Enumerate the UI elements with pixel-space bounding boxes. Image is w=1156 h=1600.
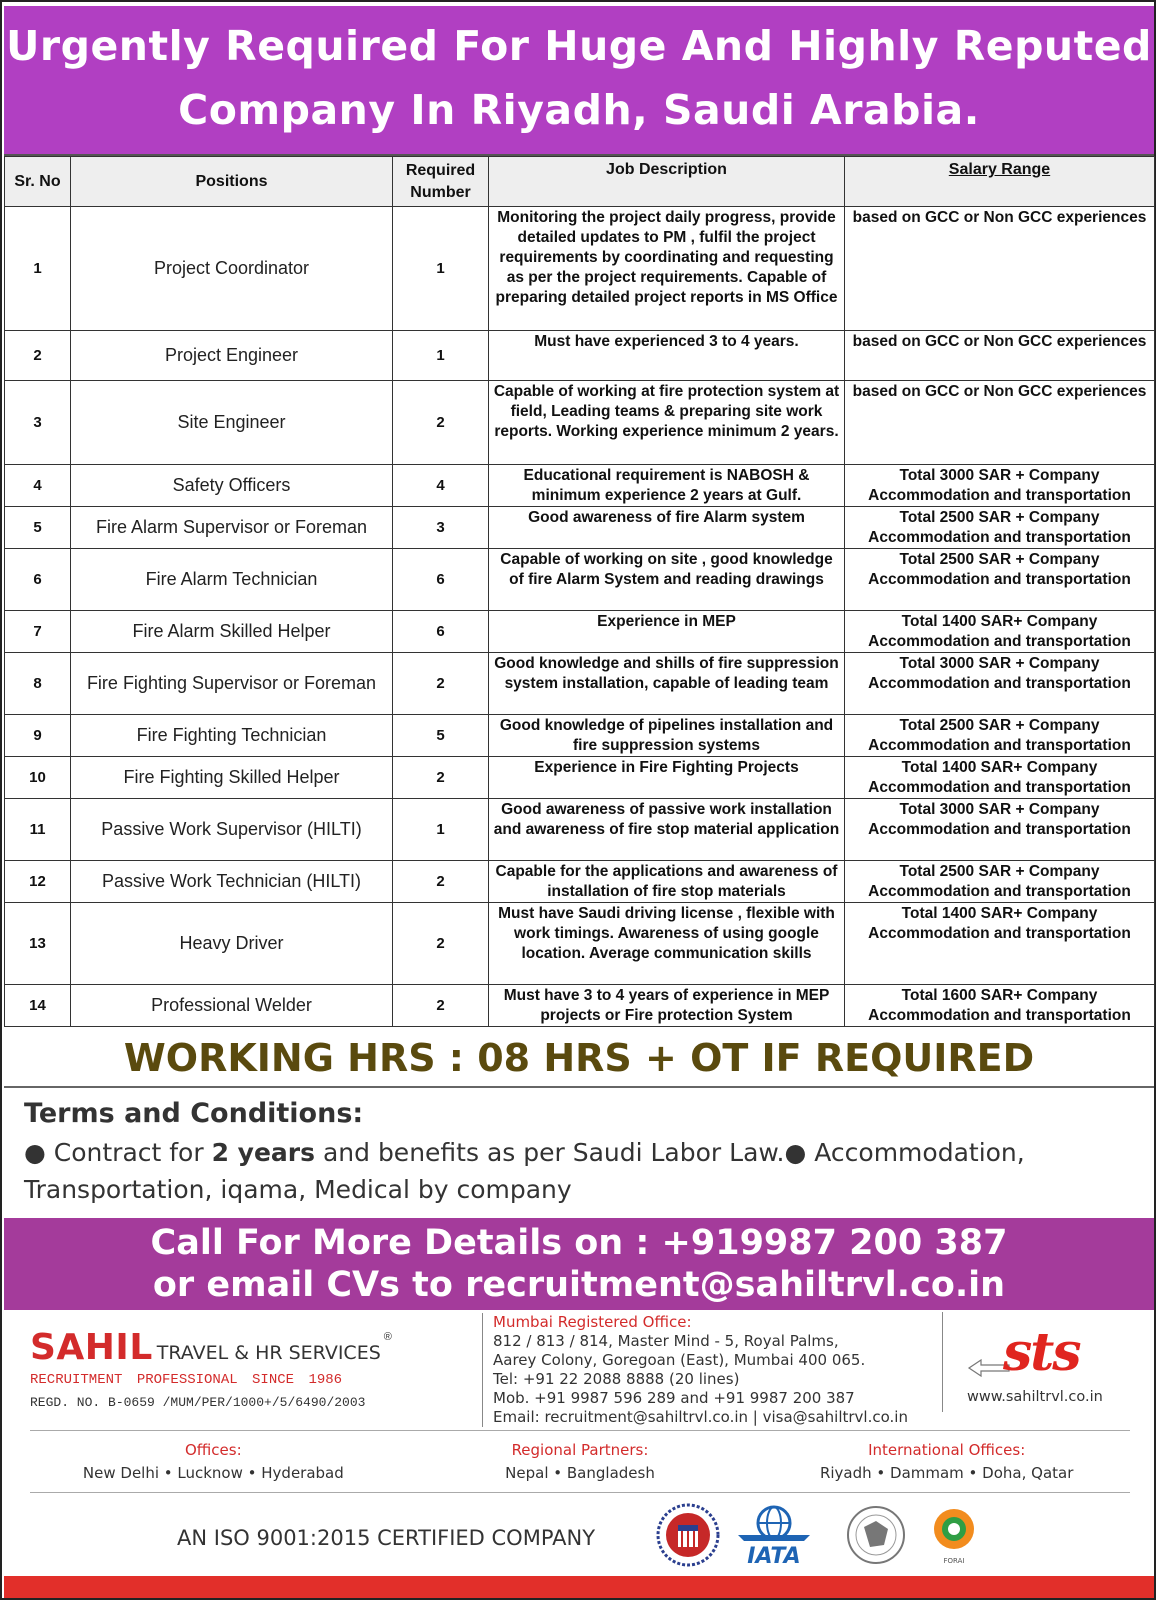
row-position: Project Engineer	[71, 331, 393, 381]
row-salary-range: Total 2500 SAR + Company Accommodation and transportation	[845, 549, 1155, 611]
row-salary-range: Total 1600 SAR+ Company Accommodation and transportation	[845, 985, 1155, 1027]
row-required-number: 2	[393, 381, 489, 465]
headline-line-1: Urgently Required For Huge And Highly Reputed	[6, 22, 1152, 70]
company-logo	[30, 1327, 470, 1368]
working-hours: WORKING HRS : 08 HRS + OT IF REQUIRED	[4, 1028, 1154, 1088]
row-job-description: Must have Saudi driving license , flexible with work timings. Awareness of using google location. Average communication skills	[489, 903, 845, 985]
branch-list-international: Riyadh • Dammam • Doha, Qatar	[819, 1464, 1074, 1482]
office-title: Mumbai Registered Office:	[493, 1313, 692, 1331]
row-sr-no: 8	[5, 653, 71, 715]
logo-sahil: SAHIL	[30, 1327, 153, 1368]
row-required-number: 5	[393, 715, 489, 757]
row-required-number: 2	[393, 757, 489, 799]
positions-table	[4, 156, 1155, 1027]
branch-international	[763, 1439, 1130, 1485]
row-salary-range: Total 1400 SAR+ Company Accommodation and transportation	[845, 757, 1155, 799]
row-sr-no: 14	[5, 985, 71, 1027]
row-job-description: Good knowledge and shills of fire suppression system installation, capable of leading team	[489, 653, 845, 715]
branch-title-offices: Offices:	[185, 1441, 242, 1459]
row-position: Safety Officers	[71, 465, 393, 507]
sts-brand	[942, 1312, 1154, 1412]
row-job-description: Capable of working on site , good knowledge of fire Alarm System and reading drawings	[489, 549, 845, 611]
row-required-number: 1	[393, 331, 489, 381]
branch-title-regional: Regional Partners:	[511, 1441, 649, 1459]
row-sr-no: 10	[5, 757, 71, 799]
row-position: Fire Alarm Supervisor or Foreman	[71, 507, 393, 549]
row-salary-range: Total 3000 SAR + Company Accommodation and transportation	[845, 465, 1155, 507]
header-required-number	[393, 157, 489, 207]
row-job-description: Good awareness of passive work installation and awareness of fire stop material application	[489, 799, 845, 861]
row-position: Fire Fighting Technician	[71, 715, 393, 757]
india-seal-icon	[848, 1507, 904, 1563]
row-job-description: Experience in MEP	[489, 611, 845, 653]
branch-title-international: International Offices:	[868, 1441, 1026, 1459]
branch-list-offices: New Delhi • Lucknow • Hyderabad	[82, 1464, 344, 1482]
footer-bar	[4, 1576, 1154, 1598]
headline-line-2: Company In Riyadh, Saudi Arabia.	[178, 86, 980, 134]
header-required-line1: Required	[405, 161, 476, 179]
row-salary-range: Total 1400 SAR+ Company Accommodation and transportation	[845, 611, 1155, 653]
row-required-number: 2	[393, 903, 489, 985]
table-row	[5, 331, 1155, 381]
row-salary-range: based on GCC or Non GCC experiences	[845, 207, 1155, 331]
table-row	[5, 381, 1155, 465]
table-row	[5, 861, 1155, 903]
row-salary-range: Total 1400 SAR+ Company Accommodation and transportation	[845, 903, 1155, 985]
row-job-description: Experience in Fire Fighting Projects	[489, 757, 845, 799]
registration-number: REGD. NO. B-0659 /MUM/PER/1000+/5/6490/2003	[30, 1395, 366, 1410]
row-required-number: 6	[393, 549, 489, 611]
office-mobile: Mob. +91 9987 596 289 and +91 9987 200 387	[493, 1389, 855, 1407]
sts-logo: sts	[1003, 1322, 1080, 1383]
row-sr-no: 2	[5, 331, 71, 381]
header-required-line2: Number	[410, 183, 471, 201]
row-salary-range: Total 3000 SAR + Company Accommodation and transportation	[845, 653, 1155, 715]
row-required-number: 3	[393, 507, 489, 549]
row-salary-range: Total 3000 SAR + Company Accommodation and transportation	[845, 799, 1155, 861]
row-job-description: Must have 3 to 4 years of experience in MEP projects or Fire protection System	[489, 985, 845, 1027]
header-job-description: Job Description	[489, 157, 845, 207]
row-position: Passive Work Technician (HILTI)	[71, 861, 393, 903]
table-row	[5, 611, 1155, 653]
iata-icon	[738, 1507, 810, 1569]
row-sr-no: 4	[5, 465, 71, 507]
office-line-1: 812 / 813 / 814, Master Mind - 5, Royal Palms,	[493, 1332, 839, 1350]
iata-text: IATA	[747, 1544, 801, 1569]
website-link[interactable]: www.sahiltrvl.co.in	[967, 1389, 1103, 1405]
row-job-description: Capable for the applications and awareness of installation of fire stop materials	[489, 861, 845, 903]
row-position: Professional Welder	[71, 985, 393, 1027]
row-required-number: 2	[393, 653, 489, 715]
table-header-row	[5, 157, 1155, 207]
office-tel: Tel: +91 22 2088 8888 (20 lines)	[493, 1370, 740, 1388]
row-position: Fire Fighting Skilled Helper	[71, 757, 393, 799]
registered-mark: ®	[383, 1331, 392, 1343]
row-position: Heavy Driver	[71, 903, 393, 985]
row-position: Project Coordinator	[71, 207, 393, 331]
row-salary-range: based on GCC or Non GCC experiences	[845, 331, 1155, 381]
terms-text-2: and benefits as per Saudi Labor Law.● Accommodation, Transportation, iqama, Medical by company	[24, 1138, 1025, 1204]
iso-certification: AN ISO 9001:2015 CERTIFIED COMPANY	[177, 1526, 596, 1550]
branch-list-regional: Nepal • Bangladesh	[505, 1464, 655, 1482]
row-job-description: Good awareness of fire Alarm system	[489, 507, 845, 549]
row-job-description: Educational requirement is NABOSH & minimum experience 2 years at Gulf.	[489, 465, 845, 507]
header-salary-range	[845, 157, 1155, 207]
registered-office	[482, 1313, 942, 1427]
row-sr-no: 6	[5, 549, 71, 611]
row-salary-range: based on GCC or Non GCC experiences	[845, 381, 1155, 465]
row-sr-no: 12	[5, 861, 71, 903]
office-email[interactable]: Email: recruitment@sahiltrvl.co.in | visa@sahiltrvl.co.in	[493, 1408, 908, 1426]
header-positions: Positions	[71, 157, 393, 207]
row-required-number: 2	[393, 985, 489, 1027]
row-sr-no: 13	[5, 903, 71, 985]
table-row	[5, 715, 1155, 757]
table-row	[5, 207, 1155, 331]
table-body	[5, 207, 1155, 1027]
row-required-number: 4	[393, 465, 489, 507]
company-tagline: RECRUITMENT PROFESSIONAL SINCE 1986	[30, 1372, 343, 1388]
row-required-number: 1	[393, 799, 489, 861]
contact-banner	[4, 1218, 1154, 1310]
row-sr-no: 5	[5, 507, 71, 549]
header-sr-no: Sr. No	[5, 157, 71, 207]
row-required-number: 1	[393, 207, 489, 331]
row-position: Site Engineer	[71, 381, 393, 465]
table-row	[5, 757, 1155, 799]
row-job-description: Must have experienced 3 to 4 years.	[489, 331, 845, 381]
table-row	[5, 465, 1155, 507]
row-position: Fire Fighting Supervisor or Foreman	[71, 653, 393, 715]
headline-banner	[4, 6, 1154, 156]
seal-icon	[658, 1505, 718, 1565]
company-block	[30, 1327, 470, 1410]
contact-phone[interactable]: Call For More Details on : +919987 200 387	[150, 1223, 1008, 1263]
row-sr-no: 11	[5, 799, 71, 861]
table-row	[5, 799, 1155, 861]
table-row	[5, 549, 1155, 611]
divider-1	[30, 1430, 1130, 1431]
accreditation-badges	[654, 1499, 994, 1569]
row-position: Passive Work Supervisor (HILTI)	[71, 799, 393, 861]
table-row	[5, 985, 1155, 1027]
divider-2	[30, 1492, 1130, 1493]
header-salary-label: Salary Range	[948, 161, 1051, 178]
row-position: Fire Alarm Technician	[71, 549, 393, 611]
contact-email[interactable]: or email CVs to recruitment@sahiltrvl.co.in	[152, 1265, 1006, 1305]
row-job-description: Monitoring the project daily progress, provide detailed updates to PM , fulfil the project requirements by coordinating and requesting as per the project requirements. Capable of preparing detailed project reports in MS Office	[489, 207, 845, 331]
branch-regional	[397, 1439, 764, 1485]
table-row	[5, 653, 1155, 715]
row-job-description: Capable of working at fire protection system at field, Leading teams & preparing site work reports. Working experience minimum 2 years.	[489, 381, 845, 465]
branch-offices	[30, 1439, 397, 1485]
row-salary-range: Total 2500 SAR + Company Accommodation and transportation	[845, 861, 1155, 903]
row-required-number: 2	[393, 861, 489, 903]
row-job-description: Good knowledge of pipelines installation and fire suppression systems	[489, 715, 845, 757]
branches-row	[30, 1439, 1130, 1485]
row-sr-no: 1	[5, 207, 71, 331]
row-salary-range: Total 2500 SAR + Company Accommodation and transportation	[845, 507, 1155, 549]
table-row	[5, 507, 1155, 549]
terms-bold: 2 years	[211, 1138, 316, 1167]
office-line-2: Aarey Colony, Goregoan (East), Mumbai 400 065.	[493, 1351, 866, 1369]
terms-text-1: ● Contract for	[24, 1138, 212, 1167]
row-position: Fire Alarm Skilled Helper	[71, 611, 393, 653]
row-sr-no: 9	[5, 715, 71, 757]
row-sr-no: 7	[5, 611, 71, 653]
forai-icon	[934, 1509, 974, 1565]
terms-title: Terms and Conditions:	[24, 1098, 364, 1129]
forai-text: FORAI	[943, 1557, 965, 1565]
terms-section	[24, 1096, 1144, 1208]
logo-travel-hr: TRAVEL & HR SERVICES	[156, 1342, 381, 1364]
table-row	[5, 903, 1155, 985]
row-sr-no: 3	[5, 381, 71, 465]
row-required-number: 6	[393, 611, 489, 653]
row-salary-range: Total 2500 SAR + Company Accommodation and transportation	[845, 715, 1155, 757]
terms-body	[24, 1134, 1144, 1208]
